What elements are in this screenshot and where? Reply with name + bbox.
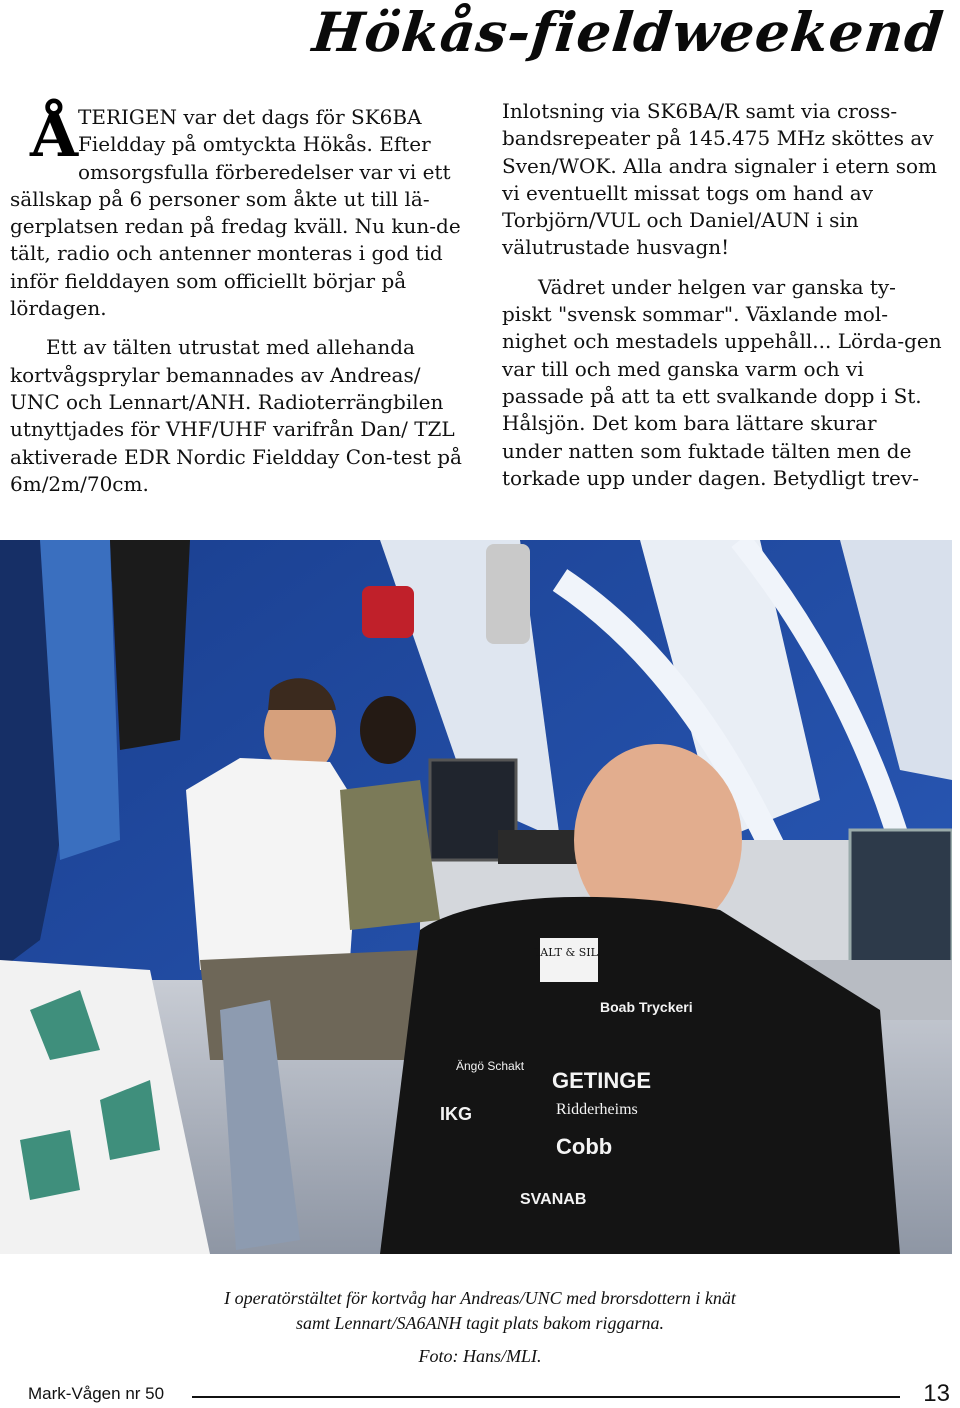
left-column bbox=[10, 98, 470, 510]
drop-cap: Å bbox=[30, 98, 79, 171]
right-column bbox=[502, 98, 942, 504]
shirt-logo-text: Ridderheims bbox=[556, 1101, 638, 1118]
lead-line: Fieldday på omtyckta Hökås. Efter bbox=[78, 132, 431, 157]
publication-name: Mark-Vågen nr 50 bbox=[28, 1384, 165, 1403]
shirt-logo-text: Ängö Schakt bbox=[456, 1059, 525, 1073]
photo-caption bbox=[0, 1286, 960, 1369]
shirt-logo-text: GETINGE bbox=[552, 1068, 652, 1093]
body-paragraph: Vädret under helgen var ganska ty-piskt "svensk sommar". Växlande mol-nighet och mestadels uppehåll... Lörda-gen var till och med ganska varm och vi passade på att ta ett svalkande dopp i St. Hålsjön. Det kom bara lättare skurar under natten som fuktade tälten men de torkade upp under dagen. Betydligt trev- bbox=[502, 274, 942, 490]
lead-line: TERIGEN var det dags för SK6BA bbox=[78, 105, 422, 129]
lantern bbox=[486, 544, 530, 644]
child-head bbox=[360, 696, 416, 764]
tent-photo-illustration bbox=[0, 540, 952, 1254]
man-tshirt bbox=[186, 758, 360, 970]
caption-line: samt Lennart/SA6ANH tagit plats bakom riggarna. bbox=[295, 1313, 664, 1333]
red-bag bbox=[362, 586, 414, 638]
caption-line: I operatörstältet för kortvåg har Andreas/UNC med brorsdottern i knät bbox=[224, 1288, 736, 1308]
article-title: Hökås-fieldweekend bbox=[310, 0, 948, 64]
body-paragraph: Ett av tälten utrustat med allehanda kortvågsprylar bemannades av Andreas/ UNC och Lennart/ANH. Radioterrängbilen utnyttjades för VHF/UHF varifrån Dan/ TZL aktiverade EDR Nordic Fieldday Con-test på 6m/2m/70cm. bbox=[10, 335, 462, 496]
footer-rule bbox=[192, 1396, 900, 1398]
photo-credit: Foto: Hans/MLI. bbox=[418, 1346, 542, 1366]
laptop-screen-right bbox=[850, 830, 952, 980]
lead-paragraph bbox=[10, 98, 470, 322]
lead-line: omsorgsfulla förberedelser var vi ett bbox=[78, 159, 451, 184]
shirt-logo-text: SALT & SILL bbox=[532, 946, 606, 959]
shirt-logo-patch bbox=[540, 938, 598, 982]
shirt-logo-text: SVANAB bbox=[520, 1191, 587, 1208]
tent-photo bbox=[0, 540, 952, 1254]
page-number: 13 bbox=[923, 1380, 950, 1407]
body-paragraph: Inlotsning via SK6BA/R samt via cross-bandsrepeater på 145.475 MHz sköttes av Sven/WOK. Alla andra signaler i etern som vi eventuellt missat togs om hand av Torbjörn/VUL och Daniel/AUN i sin välutrustade husvagn! bbox=[502, 99, 937, 260]
shirt-logo-text: IKG bbox=[440, 1104, 473, 1124]
shirt-logo-text: Cobb bbox=[556, 1134, 613, 1159]
shirt-logo-text: Boab Tryckeri bbox=[600, 999, 693, 1015]
hanging-jacket bbox=[110, 540, 190, 750]
lead-paragraph-rest: sällskap på 6 personer som åkte ut till lä-gerplatsen redan på fredag kväll. Nu kun-de tält, radio och antenner monteras i god tid inför fielddayen som officiellt börjar på lördagen. bbox=[10, 186, 461, 321]
